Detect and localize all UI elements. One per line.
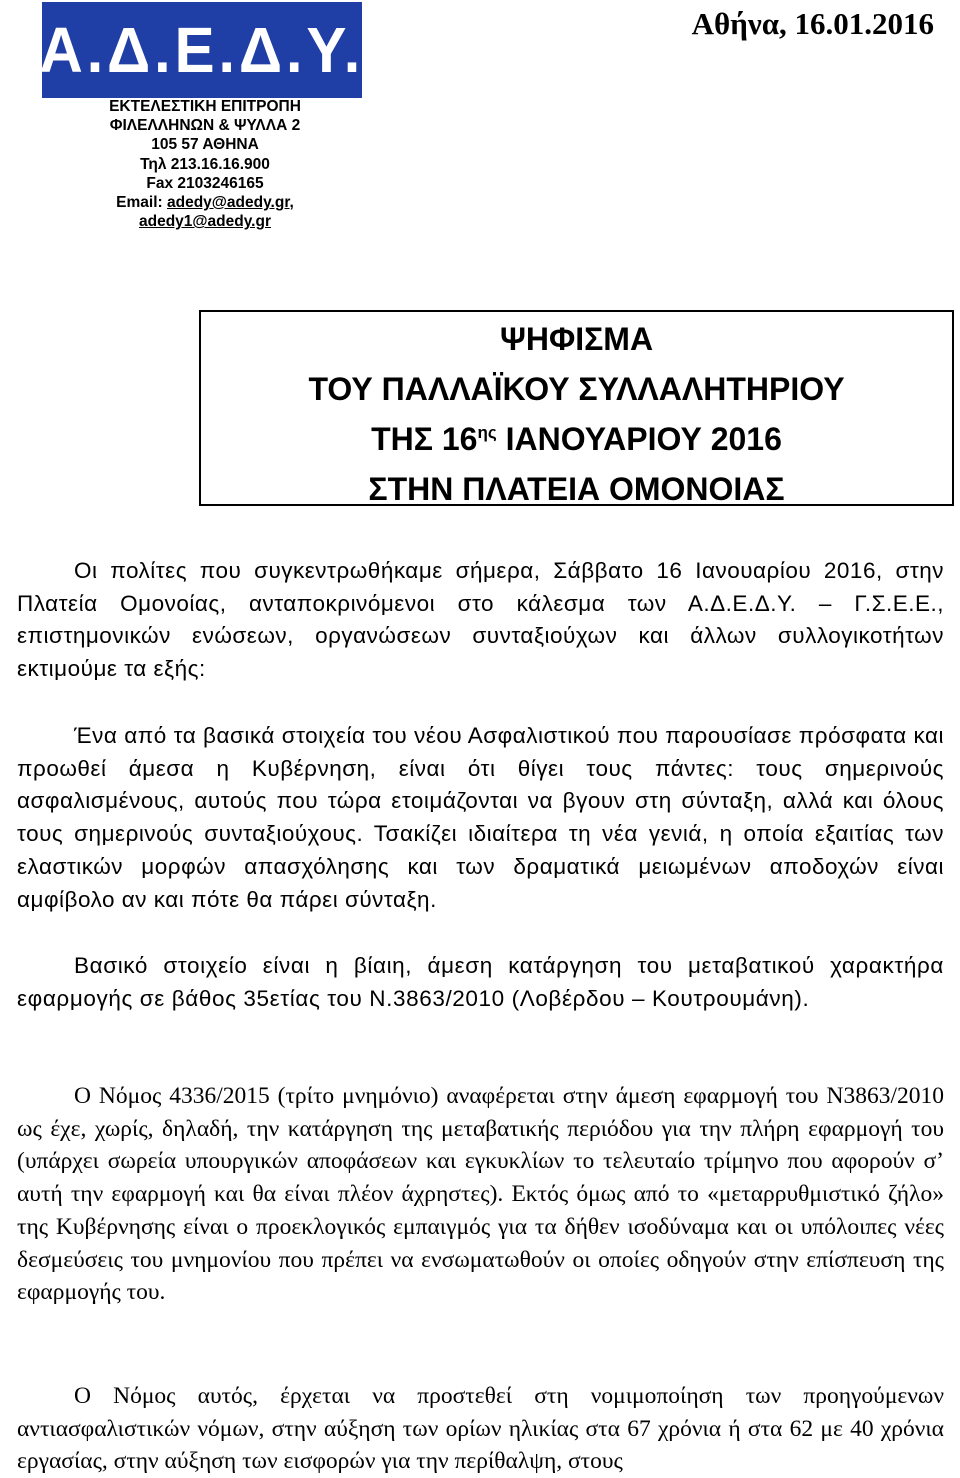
paragraph-insurance-text: Ένα από τα βασικά στοιχεία του νέου Ασφαλιστικού που παρουσίασε πρόσφατα και προωθεί άμεσα η Κυβέρνηση, είναι ότι θίγει τους πάντες: τους σημερινούς ασφαλισμένους, αυτούς που τώρα ετοιμάζονται να βγουν στη σύνταξη, αλλά και όλους τους σημερινούς συνταξιούχους. Τσακίζει ιδιαίτερα τη νέα γενιά, η οποία εξαιτίας των ελαστικών μορφών απασχόλησης και των δραματικά μειωμένων αποδοχών είναι αμφίβολο αν και πότε θα πάρει σύνταξη. bbox=[17, 723, 944, 912]
contact-line-postcode: 105 57 ΑΘΗΝΑ bbox=[151, 136, 259, 154]
paragraph-law-4336 bbox=[17, 1080, 944, 1309]
title-line-2: ΤΟΥ ΠΑΛΛΑΪΚΟΥ ΣΥΛΛΑΛΗΤΗΡΙΟΥ bbox=[308, 371, 845, 407]
contact-line-phone: Τηλ 213.16.16.900 bbox=[140, 155, 270, 173]
contact-line-email bbox=[92, 193, 318, 212]
email-label: Email: bbox=[116, 194, 167, 212]
paragraph-law-4336-text: Ο Νόμος 4336/2015 (τρίτο μνημόνιο) αναφέρεται στην άμεση εφαρμογή του Ν3863/2010 ως έχε, χωρίς, δηλαδή, την κατάργηση της μεταβατικής περιόδου για την πλήρη εφαρμογή του (υπάρχει σωρεία υπουργικών αποφάσεων και εγκυκλίων το τελευταίο τρίμηνο που αφορούν σ’ αυτή την εφαρμογή και θα είναι πλέον άχρηστες). Εκτός όμως από το «μεταρρυθμιστικό ζήλο» της Κυβέρνησης είναι ο προεκλογικός εμπαιγμός για τα δήθεν ισοδύναμα και οι υπόλοιπες νέες δεσμεύσεις του μνημονίου που πρέπει να ενσωματωθούν οι οποίες οδηγούν στην επίσπευση της εφαρμογής του. bbox=[17, 1083, 944, 1306]
document-date: Αθήνα, 16.01.2016 bbox=[691, 6, 934, 41]
paragraph-transition-text: Βασικό στοιχείο είναι η βίαιη, άμεση κατάργηση του μεταβατικού χαρακτήρα εφαρμογής σε βάθος 35ετίας του Ν.3863/2010 (Λοβέρδου – Κουτρουμάνη). bbox=[17, 953, 944, 1011]
paragraph-law-continuation bbox=[17, 1380, 944, 1478]
resolution-title-box bbox=[199, 310, 954, 506]
title-line-3-sup: ης bbox=[477, 423, 497, 442]
title-line-4: ΣΤΗΝ ΠΛΑΤΕΙΑ ΟΜΟΝΟΙΑΣ bbox=[368, 471, 785, 507]
paragraph-law-continuation-text: Ο Νόμος αυτός, έρχεται να προστεθεί στη νομιμοποίηση των προηγούμενων αντιασφαλιστικών νόμων, στην αύξηση των ορίων ηλικίας στα 67 χρόνια ή στα 62 με 40 χρόνια εργασίας, στην αύξηση των εισφορών για την περίθαλψη, στους bbox=[17, 1383, 944, 1475]
paragraph-intro bbox=[17, 555, 944, 686]
contact-line-address: ΦΙΛΕΛΛΗΝΩΝ & ΨΥΛΛΑ 2 bbox=[109, 117, 301, 135]
adedy-logo bbox=[39, 2, 365, 98]
contact-block bbox=[92, 97, 318, 231]
paragraph-insurance bbox=[17, 720, 944, 916]
contact-line-committee: ΕΚΤΕΛΕΣΤΙΚΗ ΕΠΙΤΡΟΠΗ bbox=[109, 98, 301, 115]
paragraph-intro-text: Οι πολίτες που συγκεντρωθήκαμε σήμερα, Σάββατο 16 Ιανουαρίου 2016, στην Πλατεία Ομονοίας, ανταποκρινόμενοι στο κάλεσμα των Α.Δ.Ε.Δ.Υ. – Γ.Σ.Ε.Ε., επιστημονικών ενώσεων, οργανώσεων συνταξιούχων και άλλων συλλογικοτήτων εκτιμούμε τα εξής: bbox=[17, 558, 944, 682]
title-line-3 bbox=[201, 414, 952, 464]
logo-text: Α.Δ.Ε.Δ.Υ. bbox=[39, 14, 365, 86]
paragraph-transition bbox=[17, 950, 944, 1015]
title-line-1: ΨΗΦΙΣΜΑ bbox=[499, 321, 654, 357]
contact-line-fax: Fax 2103246165 bbox=[146, 174, 264, 192]
email-link-adedy1[interactable]: adedy1@adedy.gr bbox=[139, 213, 271, 231]
email-link-adedy[interactable]: adedy@adedy.gr bbox=[167, 194, 290, 212]
email-separator: , bbox=[289, 194, 294, 212]
title-line-3-post: ΙΑΝΟΥΑΡΙΟΥ 2016 bbox=[496, 421, 782, 457]
contact-line-email2 bbox=[92, 212, 318, 231]
title-line-3-pre: ΤΗΣ 16 bbox=[371, 421, 478, 457]
